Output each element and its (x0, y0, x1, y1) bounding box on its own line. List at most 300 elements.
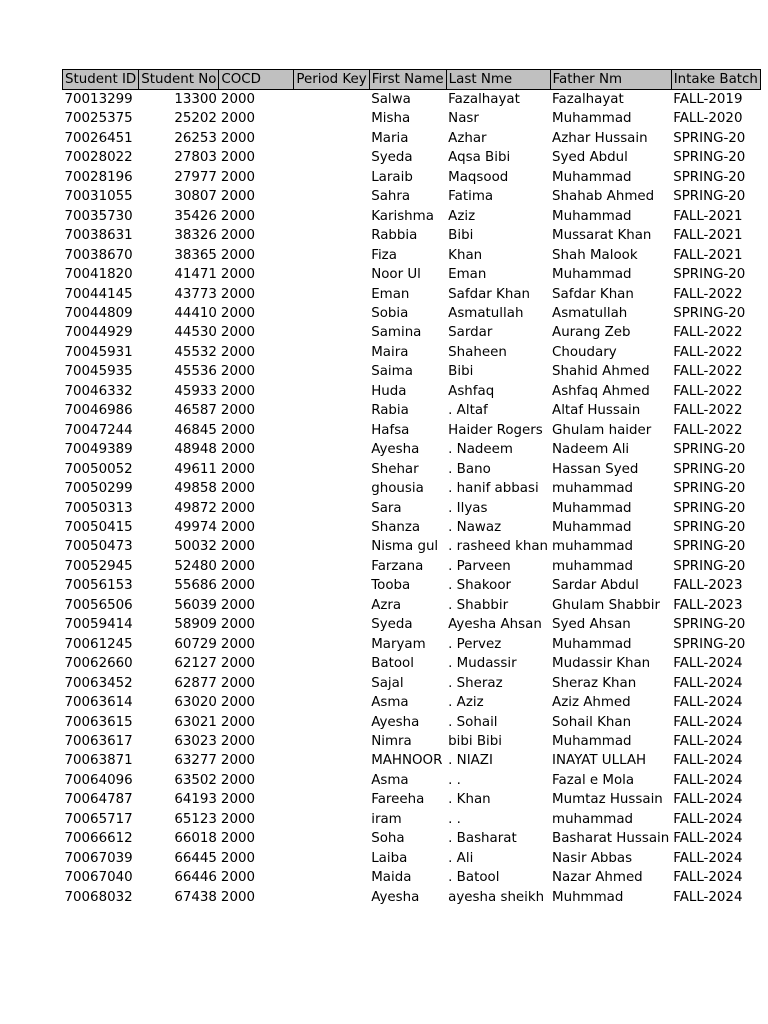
cell-first-name[interactable]: Maira (371, 344, 409, 360)
cell-intake-batch[interactable]: FALL-2024 (673, 695, 743, 711)
cell-student-no[interactable]: 65123 (174, 811, 217, 827)
cell-period-key[interactable] (294, 226, 369, 245)
cell-intake-batch[interactable]: SPRING-20 (673, 189, 746, 205)
cell-first-name[interactable]: Ayesha (371, 442, 420, 458)
cell-cocd[interactable]: 2000 (220, 305, 255, 321)
cell-period-key[interactable] (294, 129, 369, 148)
cell-first-name[interactable]: Huda (371, 383, 407, 399)
cell-student-no[interactable]: 62877 (174, 675, 217, 691)
cell-father-name[interactable]: Muhammad (552, 208, 632, 224)
cell-intake-batch[interactable]: FALL-2021 (673, 247, 743, 263)
cell-first-name[interactable]: Nimra (371, 733, 412, 749)
cell-last-name[interactable]: Azhar (448, 130, 487, 146)
cell-first-name[interactable]: Hafsa (371, 422, 410, 438)
cell-intake-batch[interactable]: FALL-2020 (673, 111, 743, 127)
cell-last-name[interactable]: . Nadeem (448, 442, 513, 458)
cell-intake-batch[interactable]: FALL-2024 (673, 831, 743, 847)
cell-period-key[interactable] (294, 635, 369, 654)
cell-period-key[interactable] (294, 246, 369, 265)
cell-period-key[interactable] (294, 304, 369, 323)
cell-intake-batch[interactable]: SPRING-20 (673, 305, 746, 321)
cell-first-name[interactable]: Salwa (371, 92, 411, 107)
column-header-cocd[interactable]: COCD (219, 70, 294, 90)
cell-intake-batch[interactable]: SPRING-20 (673, 130, 746, 146)
cell-student-id[interactable]: 70026451 (64, 130, 133, 146)
cell-student-no[interactable]: 35426 (174, 208, 217, 224)
cell-period-key[interactable] (294, 382, 369, 401)
cell-father-name[interactable]: Fazal e Mola (552, 772, 635, 788)
cell-cocd[interactable]: 2000 (220, 403, 255, 419)
cell-first-name[interactable]: Eman (371, 286, 410, 302)
cell-period-key[interactable] (294, 187, 369, 206)
cell-cocd[interactable]: 2000 (220, 850, 255, 866)
cell-intake-batch[interactable]: SPRING-20 (673, 267, 746, 283)
cell-period-key[interactable] (294, 421, 369, 440)
cell-student-id[interactable]: 70062660 (64, 656, 133, 672)
cell-student-no[interactable]: 48948 (174, 442, 217, 458)
cell-cocd[interactable]: 2000 (220, 442, 255, 458)
cell-intake-batch[interactable]: SPRING-20 (673, 636, 746, 652)
cell-father-name[interactable]: Mumtaz Hussain (552, 792, 663, 808)
cell-first-name[interactable]: Asma (371, 772, 409, 788)
cell-first-name[interactable]: Sara (371, 500, 402, 516)
cell-student-no[interactable]: 67438 (174, 889, 217, 905)
cell-father-name[interactable]: muhammad (552, 558, 634, 574)
cell-student-id[interactable]: 70067039 (64, 850, 133, 866)
cell-cocd[interactable]: 2000 (220, 422, 255, 438)
cell-last-name[interactable]: Aziz (448, 208, 476, 224)
cell-first-name[interactable]: Ayesha (371, 714, 420, 730)
cell-first-name[interactable]: Shanza (371, 519, 421, 535)
cell-first-name[interactable]: Azra (371, 597, 402, 613)
cell-cocd[interactable]: 2000 (220, 870, 255, 886)
cell-period-key[interactable] (294, 868, 369, 887)
cell-intake-batch[interactable]: FALL-2024 (673, 772, 743, 788)
cell-intake-batch[interactable]: FALL-2024 (673, 714, 743, 730)
cell-student-id[interactable]: 70056153 (64, 578, 133, 594)
cell-father-name[interactable]: Safdar Khan (552, 286, 634, 302)
cell-first-name[interactable]: Maria (371, 130, 409, 146)
cell-student-id[interactable]: 70038631 (64, 228, 133, 244)
cell-last-name[interactable]: Asmatullah (448, 305, 524, 321)
cell-period-key[interactable] (294, 829, 369, 848)
cell-period-key[interactable] (294, 849, 369, 868)
cell-first-name[interactable]: Samina (371, 325, 422, 341)
cell-first-name[interactable]: Misha (371, 111, 411, 127)
cell-period-key[interactable] (294, 109, 369, 128)
cell-first-name[interactable]: Tooba (371, 578, 411, 594)
cell-student-id[interactable]: 70035730 (64, 208, 133, 224)
cell-student-no[interactable]: 45536 (174, 364, 217, 380)
cell-last-name[interactable]: Haider Rogers (448, 422, 543, 438)
cell-father-name[interactable]: Mudassir Khan (552, 656, 651, 672)
cell-student-id[interactable]: 70052945 (64, 558, 133, 574)
cell-intake-batch[interactable]: SPRING-20 (673, 617, 746, 633)
cell-cocd[interactable]: 2000 (220, 753, 255, 769)
cell-student-no[interactable]: 27803 (174, 150, 217, 166)
cell-student-id[interactable]: 70046986 (64, 403, 133, 419)
cell-cocd[interactable]: 2000 (220, 267, 255, 283)
cell-father-name[interactable]: Nadeem Ali (552, 442, 630, 458)
cell-father-name[interactable]: Aziz Ahmed (552, 695, 631, 711)
cell-father-name[interactable]: Shahid Ahmed (552, 364, 650, 380)
cell-father-name[interactable]: Muhammad (552, 636, 632, 652)
cell-intake-batch[interactable]: FALL-2022 (673, 403, 743, 419)
cell-period-key[interactable] (294, 557, 369, 576)
cell-father-name[interactable]: Azhar Hussain (552, 130, 648, 146)
cell-student-id[interactable]: 70068032 (64, 889, 133, 905)
cell-intake-batch[interactable]: FALL-2024 (673, 792, 743, 808)
cell-student-no[interactable]: 55686 (174, 578, 217, 594)
cell-student-id[interactable]: 70065717 (64, 811, 133, 827)
cell-period-key[interactable] (294, 518, 369, 537)
cell-intake-batch[interactable]: FALL-2024 (673, 811, 743, 827)
column-header-last-name[interactable]: Last Nme (446, 70, 550, 90)
cell-father-name[interactable]: muhammad (552, 481, 634, 497)
cell-cocd[interactable]: 2000 (220, 364, 255, 380)
cell-period-key[interactable] (294, 654, 369, 673)
cell-father-name[interactable]: Muhammad (552, 111, 632, 127)
cell-period-key[interactable] (294, 615, 369, 634)
cell-cocd[interactable]: 2000 (220, 656, 255, 672)
cell-last-name[interactable]: ayesha sheikh (448, 889, 545, 905)
cell-student-id[interactable]: 70061245 (64, 636, 133, 652)
cell-student-no[interactable]: 27977 (174, 169, 217, 185)
cell-period-key[interactable] (294, 343, 369, 362)
cell-intake-batch[interactable]: SPRING-20 (673, 169, 746, 185)
cell-cocd[interactable]: 2000 (220, 675, 255, 691)
cell-first-name[interactable]: Laiba (371, 850, 408, 866)
cell-student-no[interactable]: 49611 (174, 461, 217, 477)
cell-student-id[interactable]: 70064787 (64, 792, 133, 808)
cell-cocd[interactable]: 2000 (220, 617, 255, 633)
cell-father-name[interactable]: muhammad (552, 539, 634, 555)
cell-last-name[interactable]: Ayesha Ahsan (448, 617, 542, 633)
cell-father-name[interactable]: Nasir Abbas (552, 850, 633, 866)
cell-last-name[interactable]: . Nawaz (448, 519, 502, 535)
cell-last-name[interactable]: . Altaf (448, 403, 488, 419)
cell-student-no[interactable]: 63021 (174, 714, 217, 730)
cell-cocd[interactable]: 2000 (220, 831, 255, 847)
cell-student-no[interactable]: 63277 (174, 753, 217, 769)
column-header-student-id[interactable]: Student ID (63, 70, 139, 90)
cell-period-key[interactable] (294, 499, 369, 518)
cell-student-no[interactable]: 25202 (174, 111, 217, 127)
column-header-period-key[interactable]: Period Key (294, 70, 369, 90)
cell-father-name[interactable]: Fazalhayat (552, 92, 624, 107)
cell-student-no[interactable]: 46845 (174, 422, 217, 438)
cell-intake-batch[interactable]: SPRING-20 (673, 461, 746, 477)
cell-period-key[interactable] (294, 90, 369, 110)
cell-period-key[interactable] (294, 440, 369, 459)
cell-student-no[interactable]: 63020 (174, 695, 217, 711)
cell-period-key[interactable] (294, 751, 369, 770)
cell-student-no[interactable]: 13300 (174, 92, 217, 107)
cell-first-name[interactable]: ghousia (371, 481, 424, 497)
cell-father-name[interactable]: Shah Malook (552, 247, 638, 263)
cell-student-no[interactable]: 66446 (174, 870, 217, 886)
cell-first-name[interactable]: Sobia (371, 305, 409, 321)
cell-father-name[interactable]: Hassan Syed (552, 461, 639, 477)
cell-last-name[interactable]: Nasr (448, 111, 479, 127)
column-header-first-name[interactable]: First Name (369, 70, 446, 90)
cell-last-name[interactable]: . . (448, 811, 461, 827)
cell-cocd[interactable]: 2000 (220, 597, 255, 613)
cell-intake-batch[interactable]: FALL-2022 (673, 383, 743, 399)
cell-father-name[interactable]: Asmatullah (552, 305, 628, 321)
cell-cocd[interactable]: 2000 (220, 792, 255, 808)
cell-cocd[interactable]: 2000 (220, 247, 255, 263)
cell-first-name[interactable]: Maida (371, 870, 412, 886)
cell-father-name[interactable]: Choudary (552, 344, 617, 360)
cell-father-name[interactable]: Sardar Abdul (552, 578, 639, 594)
cell-period-key[interactable] (294, 285, 369, 304)
cell-period-key[interactable] (294, 771, 369, 790)
cell-period-key[interactable] (294, 596, 369, 615)
cell-father-name[interactable]: Nazar Ahmed (552, 870, 643, 886)
cell-cocd[interactable]: 2000 (220, 889, 255, 905)
cell-student-no[interactable]: 66445 (174, 850, 217, 866)
cell-first-name[interactable]: Farzana (371, 558, 424, 574)
cell-student-id[interactable]: 70050313 (64, 500, 133, 516)
cell-student-no[interactable]: 64193 (174, 792, 217, 808)
cell-period-key[interactable] (294, 790, 369, 809)
cell-first-name[interactable]: Rabia (371, 403, 409, 419)
cell-last-name[interactable]: . . (448, 772, 461, 788)
cell-student-no[interactable]: 38326 (174, 228, 217, 244)
cell-father-name[interactable]: Muhammad (552, 169, 632, 185)
cell-father-name[interactable]: Muhammad (552, 267, 632, 283)
cell-last-name[interactable]: . Ali (448, 850, 474, 866)
cell-first-name[interactable]: Ayesha (371, 889, 420, 905)
cell-student-id[interactable]: 70059414 (64, 617, 133, 633)
cell-intake-batch[interactable]: FALL-2022 (673, 286, 743, 302)
cell-intake-batch[interactable]: FALL-2024 (673, 733, 743, 749)
cell-student-id[interactable]: 70044929 (64, 325, 133, 341)
cell-last-name[interactable]: . Khan (448, 792, 491, 808)
cell-student-no[interactable]: 49858 (174, 481, 217, 497)
cell-last-name[interactable]: Eman (448, 267, 487, 283)
cell-father-name[interactable]: muhammad (552, 811, 634, 827)
cell-student-id[interactable]: 70050052 (64, 461, 133, 477)
cell-student-id[interactable]: 70031055 (64, 189, 133, 205)
cell-cocd[interactable]: 2000 (220, 636, 255, 652)
cell-father-name[interactable]: Basharat Hussain (552, 831, 670, 847)
cell-cocd[interactable]: 2000 (220, 539, 255, 555)
cell-student-id[interactable]: 70044145 (64, 286, 133, 302)
cell-first-name[interactable]: Batool (371, 656, 414, 672)
cell-student-id[interactable]: 70063452 (64, 675, 133, 691)
cell-student-no[interactable]: 45933 (174, 383, 217, 399)
cell-first-name[interactable]: Rabbia (371, 228, 418, 244)
cell-student-no[interactable]: 50032 (174, 539, 217, 555)
column-header-student-no[interactable]: Student No (139, 70, 219, 90)
cell-cocd[interactable]: 2000 (220, 286, 255, 302)
cell-intake-batch[interactable]: FALL-2024 (673, 656, 743, 672)
cell-student-id[interactable]: 70063871 (64, 753, 133, 769)
cell-last-name[interactable]: . Batool (448, 870, 500, 886)
cell-intake-batch[interactable]: FALL-2024 (673, 850, 743, 866)
cell-cocd[interactable]: 2000 (220, 150, 255, 166)
cell-student-id[interactable]: 70064096 (64, 772, 133, 788)
cell-student-id[interactable]: 70063614 (64, 695, 133, 711)
cell-student-id[interactable]: 70028022 (64, 150, 133, 166)
cell-student-no[interactable]: 30807 (174, 189, 217, 205)
cell-period-key[interactable] (294, 265, 369, 284)
cell-father-name[interactable]: Mussarat Khan (552, 228, 652, 244)
cell-cocd[interactable]: 2000 (220, 208, 255, 224)
cell-period-key[interactable] (294, 168, 369, 187)
cell-first-name[interactable]: Shehar (371, 461, 419, 477)
cell-father-name[interactable]: Syed Ahsan (552, 617, 631, 633)
cell-period-key[interactable] (294, 207, 369, 226)
cell-student-no[interactable]: 66018 (174, 831, 217, 847)
cell-student-id[interactable]: 70050299 (64, 481, 133, 497)
cell-last-name[interactable]: Aqsa Bibi (448, 150, 511, 166)
cell-cocd[interactable]: 2000 (220, 130, 255, 146)
cell-student-id[interactable]: 70025375 (64, 111, 133, 127)
cell-intake-batch[interactable]: FALL-2024 (673, 675, 743, 691)
cell-last-name[interactable]: . Aziz (448, 695, 484, 711)
cell-period-key[interactable] (294, 401, 369, 420)
cell-student-id[interactable]: 70038670 (64, 247, 133, 263)
cell-father-name[interactable]: Muhammad (552, 733, 632, 749)
cell-period-key[interactable] (294, 323, 369, 342)
cell-intake-batch[interactable]: FALL-2024 (673, 753, 743, 769)
cell-intake-batch[interactable]: FALL-2019 (673, 92, 743, 107)
cell-period-key[interactable] (294, 888, 369, 907)
cell-last-name[interactable]: . Parveen (448, 558, 511, 574)
cell-first-name[interactable]: Fiza (371, 247, 397, 263)
cell-father-name[interactable]: Sohail Khan (552, 714, 632, 730)
cell-period-key[interactable] (294, 460, 369, 479)
cell-student-id[interactable]: 70028196 (64, 169, 133, 185)
cell-intake-batch[interactable]: FALL-2021 (673, 228, 743, 244)
cell-student-no[interactable]: 63502 (174, 772, 217, 788)
cell-first-name[interactable]: Noor Ul (371, 267, 421, 283)
cell-student-no[interactable]: 49974 (174, 519, 217, 535)
column-header-father-name[interactable]: Father Nm (550, 70, 671, 90)
cell-intake-batch[interactable]: SPRING-20 (673, 150, 746, 166)
cell-student-no[interactable]: 26253 (174, 130, 217, 146)
cell-cocd[interactable]: 2000 (220, 733, 255, 749)
cell-student-id[interactable]: 70050415 (64, 519, 133, 535)
cell-student-no[interactable]: 62127 (174, 656, 217, 672)
cell-first-name[interactable]: Syeda (371, 617, 413, 633)
cell-father-name[interactable]: Aurang Zeb (552, 325, 631, 341)
cell-father-name[interactable]: Altaf Hussain (552, 403, 641, 419)
cell-last-name[interactable]: Fatima (448, 189, 494, 205)
cell-student-id[interactable]: 70066612 (64, 831, 133, 847)
cell-cocd[interactable]: 2000 (220, 714, 255, 730)
cell-period-key[interactable] (294, 732, 369, 751)
cell-father-name[interactable]: Muhmmad (552, 889, 624, 905)
cell-cocd[interactable]: 2000 (220, 111, 255, 127)
cell-student-id[interactable]: 70050473 (64, 539, 133, 555)
cell-last-name[interactable]: Bibi (448, 228, 474, 244)
cell-father-name[interactable]: INAYAT ULLAH (552, 753, 647, 769)
cell-first-name[interactable]: Soha (371, 831, 405, 847)
cell-cocd[interactable]: 2000 (220, 383, 255, 399)
cell-intake-batch[interactable]: SPRING-20 (673, 539, 746, 555)
cell-father-name[interactable]: Ashfaq Ahmed (552, 383, 650, 399)
cell-intake-batch[interactable]: FALL-2022 (673, 325, 743, 341)
cell-first-name[interactable]: Sajal (371, 675, 404, 691)
cell-student-no[interactable]: 63023 (174, 733, 217, 749)
cell-last-name[interactable]: . Pervez (448, 636, 502, 652)
cell-last-name[interactable]: Ashfaq (448, 383, 495, 399)
cell-student-no[interactable]: 44530 (174, 325, 217, 341)
cell-last-name[interactable]: bibi Bibi (448, 733, 502, 749)
cell-father-name[interactable]: Syed Abdul (552, 150, 628, 166)
cell-cocd[interactable]: 2000 (220, 461, 255, 477)
cell-intake-batch[interactable]: SPRING-20 (673, 519, 746, 535)
cell-last-name[interactable]: . Bano (448, 461, 491, 477)
cell-student-no[interactable]: 58909 (174, 617, 217, 633)
cell-student-id[interactable]: 70063615 (64, 714, 133, 730)
cell-first-name[interactable]: Saima (371, 364, 413, 380)
cell-period-key[interactable] (294, 537, 369, 556)
cell-intake-batch[interactable]: FALL-2023 (673, 578, 743, 594)
cell-first-name[interactable]: Sahra (371, 189, 411, 205)
cell-cocd[interactable]: 2000 (220, 500, 255, 516)
cell-last-name[interactable]: . Sheraz (448, 675, 503, 691)
cell-student-id[interactable]: 70063617 (64, 733, 133, 749)
cell-last-name[interactable]: . Basharat (448, 831, 517, 847)
cell-period-key[interactable] (294, 674, 369, 693)
cell-last-name[interactable]: Sardar (448, 325, 493, 341)
cell-last-name[interactable]: . rasheed khan (448, 539, 549, 555)
cell-intake-batch[interactable]: SPRING-20 (673, 481, 746, 497)
cell-intake-batch[interactable]: FALL-2021 (673, 208, 743, 224)
cell-last-name[interactable]: . Mudassir (448, 656, 517, 672)
cell-cocd[interactable]: 2000 (220, 558, 255, 574)
cell-student-no[interactable]: 43773 (174, 286, 217, 302)
cell-intake-batch[interactable]: FALL-2022 (673, 422, 743, 438)
cell-father-name[interactable]: Shahab Ahmed (552, 189, 655, 205)
cell-cocd[interactable]: 2000 (220, 811, 255, 827)
cell-cocd[interactable]: 2000 (220, 695, 255, 711)
cell-father-name[interactable]: Muhammad (552, 500, 632, 516)
cell-last-name[interactable]: . Shakoor (448, 578, 512, 594)
cell-intake-batch[interactable]: FALL-2024 (673, 889, 743, 905)
cell-intake-batch[interactable]: FALL-2022 (673, 364, 743, 380)
cell-student-no[interactable]: 49872 (174, 500, 217, 516)
cell-first-name[interactable]: iram (371, 811, 402, 827)
cell-student-id[interactable]: 70056506 (64, 597, 133, 613)
cell-student-no[interactable]: 45532 (174, 344, 217, 360)
cell-student-id[interactable]: 70049389 (64, 442, 133, 458)
cell-student-id[interactable]: 70046332 (64, 383, 133, 399)
cell-last-name[interactable]: . Ilyas (448, 500, 488, 516)
cell-first-name[interactable]: Laraib (371, 169, 413, 185)
cell-intake-batch[interactable]: FALL-2024 (673, 870, 743, 886)
cell-last-name[interactable]: Fazalhayat (448, 92, 520, 107)
cell-last-name[interactable]: Maqsood (448, 169, 509, 185)
cell-last-name[interactable]: Bibi (448, 364, 474, 380)
column-header-intake-batch[interactable]: Intake Batch (671, 70, 760, 90)
cell-last-name[interactable]: . Sohail (448, 714, 498, 730)
cell-cocd[interactable]: 2000 (220, 519, 255, 535)
cell-last-name[interactable]: . hanif abbasi (448, 481, 539, 497)
cell-cocd[interactable]: 2000 (220, 325, 255, 341)
cell-student-id[interactable]: 70013299 (64, 92, 133, 107)
cell-father-name[interactable]: Ghulam haider (552, 422, 652, 438)
cell-student-id[interactable]: 70067040 (64, 870, 133, 886)
cell-last-name[interactable]: Khan (448, 247, 483, 263)
cell-intake-batch[interactable]: SPRING-20 (673, 558, 746, 574)
cell-period-key[interactable] (294, 810, 369, 829)
